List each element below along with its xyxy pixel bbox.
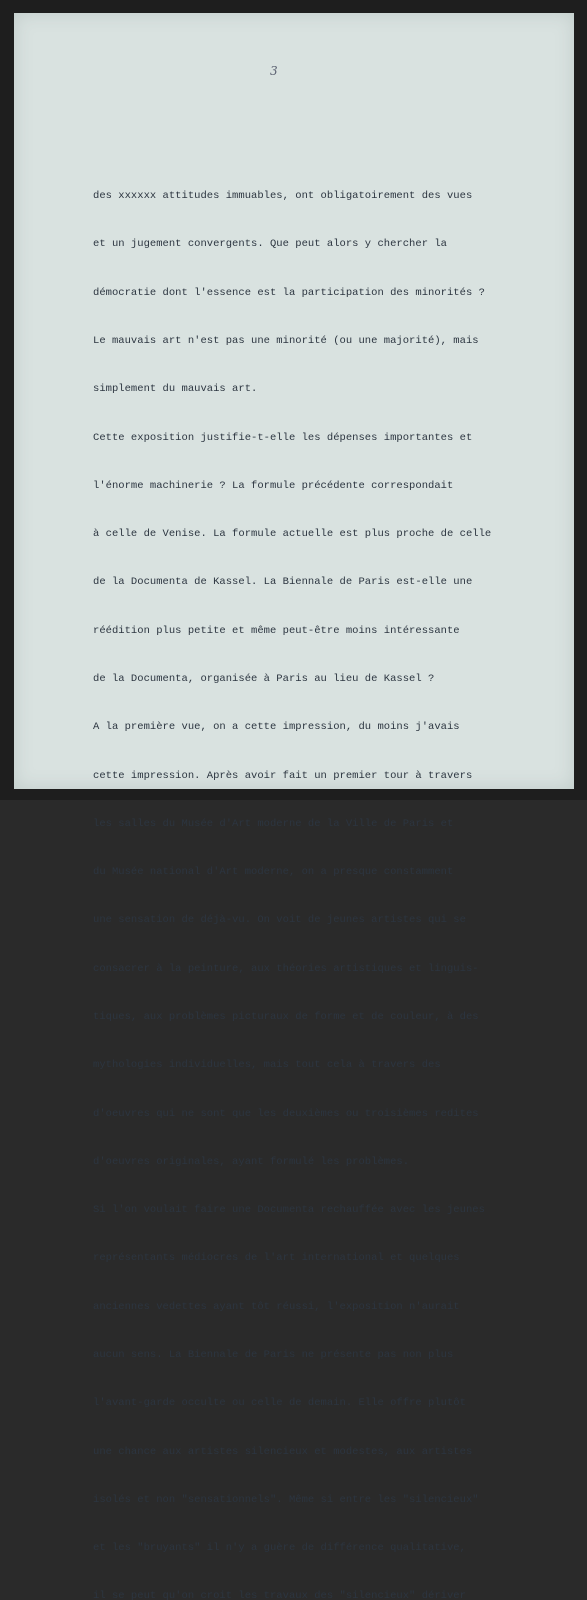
text-line: du Musée national d'Art moderne, on a presque constamment bbox=[93, 866, 454, 879]
text-line: aucun sens. La Biennale de Paris ne présente pas non plus bbox=[93, 1348, 454, 1361]
text-line: l'énorme machinerie ? La formule précédente correspondait bbox=[93, 479, 454, 492]
text-line: de la Documenta, organisée à Paris au lieu de Kassel ? bbox=[93, 673, 435, 685]
text-line: les salles du Musée d'Art moderne de la Ville de Paris et bbox=[93, 817, 454, 830]
text-line: Le mauvais art n'est pas une minorité (ou une majorité), mais bbox=[93, 335, 479, 348]
text-line: et un jugement convergents. Que peut alors y chercher la bbox=[93, 238, 447, 251]
text-line: consacrer à la peinture, aux théories artistiques et linguis- bbox=[93, 962, 479, 975]
text-line: d'oeuvres qui ne sont que les deuxièmes ou troisièmes redites bbox=[93, 1107, 479, 1120]
text-line: Cette exposition justifie-t-elle les dépenses importantes et bbox=[93, 431, 473, 444]
text-line: A la première vue, on a cette impression, du moins j'avais bbox=[93, 721, 460, 734]
text-line: il se peut qu'on croit les travaux des "silencieux" dériver bbox=[93, 1590, 466, 1600]
text-line: à celle de Venise. La formule actuelle est plus proche de celle bbox=[93, 528, 492, 541]
text-line: des xxxxxx attitudes immuables, ont obligatoirement des vues bbox=[93, 190, 473, 203]
text-line: mythologies individuelles, mais tout cela à travers des bbox=[93, 1059, 441, 1072]
text-line: représentants médiocres de l'art international et quelques bbox=[93, 1252, 460, 1265]
text-line: anciennes vedettes ayant tôt réussi, l'exposition n'aurait bbox=[93, 1300, 460, 1313]
text-line: cette impression. Après avoir fait un premier tour à travers bbox=[93, 769, 473, 782]
text-line: de la Documenta de Kassel. La Biennale de Paris est-elle une bbox=[93, 576, 473, 589]
text-line: réédition plus petite et même peut-être moins intéressante bbox=[93, 624, 460, 637]
text-line: l'avant-garde occulte ou celle de demain. Elle offre plutôt bbox=[93, 1397, 466, 1410]
text-line: simplement du mauvais art. bbox=[93, 383, 258, 396]
typewritten-body bbox=[93, 156, 553, 1600]
text-line: Si l'on voulait faire une Documenta rechauffée avec les jeunes bbox=[93, 1204, 485, 1217]
text-line: d'oeuvres originales, ayant formulé les problèmes. bbox=[93, 1155, 410, 1168]
text-line: isolés et non "sensationnels". Même si entre les "silencieux" bbox=[93, 1493, 479, 1506]
text-line: et les "bruyants" il n'y a guère de différence qualitative, bbox=[93, 1542, 466, 1555]
text-line: une sensation de déjà-vu. On voit de jeunes artistes qui se bbox=[93, 914, 466, 927]
page-number: 3 bbox=[270, 64, 278, 78]
text-line: tiques, aux problèmes picturaux de forme et de couleur, à des bbox=[93, 1010, 479, 1023]
text-line: une chance aux artistes silencieux et modestes, aux artistes bbox=[93, 1445, 473, 1458]
text-line: démocratie dont l'essence est la participation des minorités ? bbox=[93, 286, 485, 299]
